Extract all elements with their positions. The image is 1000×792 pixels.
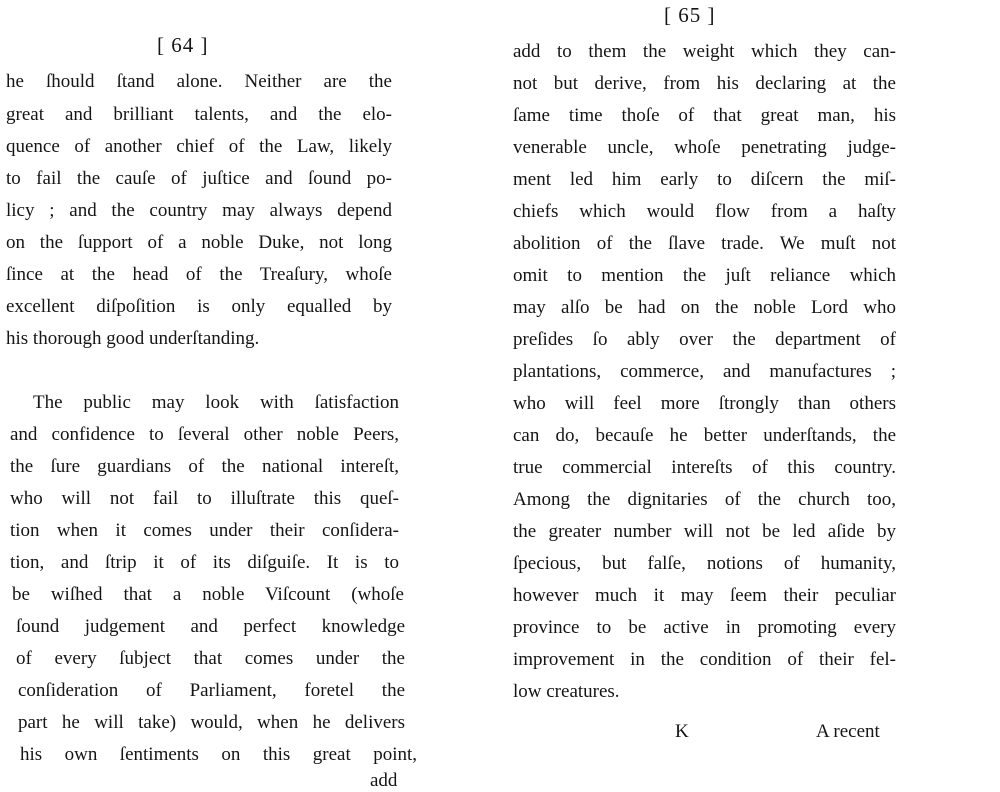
catchword: add [370,770,398,791]
text-line: he ſhould ſtand alone. Neither are the [6,71,392,92]
text-line: ſpecious, but falſe, notions of humanity, [513,553,896,574]
text-line: ſound judgement and perfect knowledge [16,616,405,637]
text-line: quence of another chief of the Law, likely [6,136,392,157]
text-line: excellent diſpoſition is only equalled by [6,296,392,317]
text-line: The public may look with ſatisfaction [33,392,399,413]
left-page [0,0,440,791]
page-number: [ 65 ] [664,3,716,27]
text-line: part he will take) would, when he delivers [18,712,405,733]
text-line: low creatures. [513,681,620,702]
text-line: omit to mention the juſt reliance which [513,265,896,286]
text-line: improvement in the condition of their fel- [513,649,896,670]
text-line: to fail the cauſe of juſtice and ſound po- [6,168,392,189]
catchword: A recent [816,721,880,742]
text-line: the ſure guardians of the national intereſt, [10,456,399,477]
text-line: preſides ſo ably over the department of [513,329,896,350]
text-line: ment led him early to diſcern the miſ- [513,169,896,190]
text-line: venerable uncle, whoſe penetrating judge- [513,137,896,158]
text-line: can do, becauſe he better underſtands, the [513,425,896,446]
text-line: on the ſupport of a noble Duke, not long [6,232,392,253]
text-line: his own ſentiments on this great point, [20,744,417,765]
text-line: of every ſubject that comes under the [16,648,405,669]
text-line: province to be active in promoting every [513,617,896,638]
text-line: the greater number will not be led aſide by [513,521,896,542]
text-line: tion when it comes under their conſidera- [10,520,399,541]
text-line: plantations, commerce, and manufactures ; [513,361,896,382]
signature-mark: K [675,721,689,742]
text-line: Among the dignitaries of the church too, [513,489,896,510]
text-line: ſame time thoſe of that great man, his [513,105,896,126]
text-line: who will not fail to illuſtrate this queſ- [10,488,399,509]
right-page [500,0,1000,786]
text-line: however much it may ſeem their peculiar [513,585,896,606]
text-line: be wiſhed that a noble Viſcount (whoſe [12,584,404,605]
text-line: add to them the weight which they can- [513,41,896,62]
text-line: great and brilliant talents, and the elo- [6,104,392,125]
text-line: not but derive, from his declaring at the [513,73,896,94]
text-line: who will feel more ſtrongly than others [513,393,896,414]
page-number: [ 64 ] [157,33,209,57]
text-line: and confidence to ſeveral other noble Peers, [10,424,399,445]
text-line: ſince at the head of the Treaſury, whoſe [6,264,392,285]
text-line: tion, and ſtrip it of its diſguiſe. It is to [10,552,399,573]
text-line: abolition of the ſlave trade. We muſt not [513,233,896,254]
text-line: may alſo be had on the noble Lord who [513,297,896,318]
text-line: licy ; and the country may always depend [6,200,392,221]
text-line: conſideration of Parliament, foretel the [18,680,405,701]
text-line: chiefs which would flow from a haſty [513,201,896,222]
text-line: true commercial intereſts of this country. [513,457,896,478]
text-line: his thorough good underſtanding. [6,328,260,349]
